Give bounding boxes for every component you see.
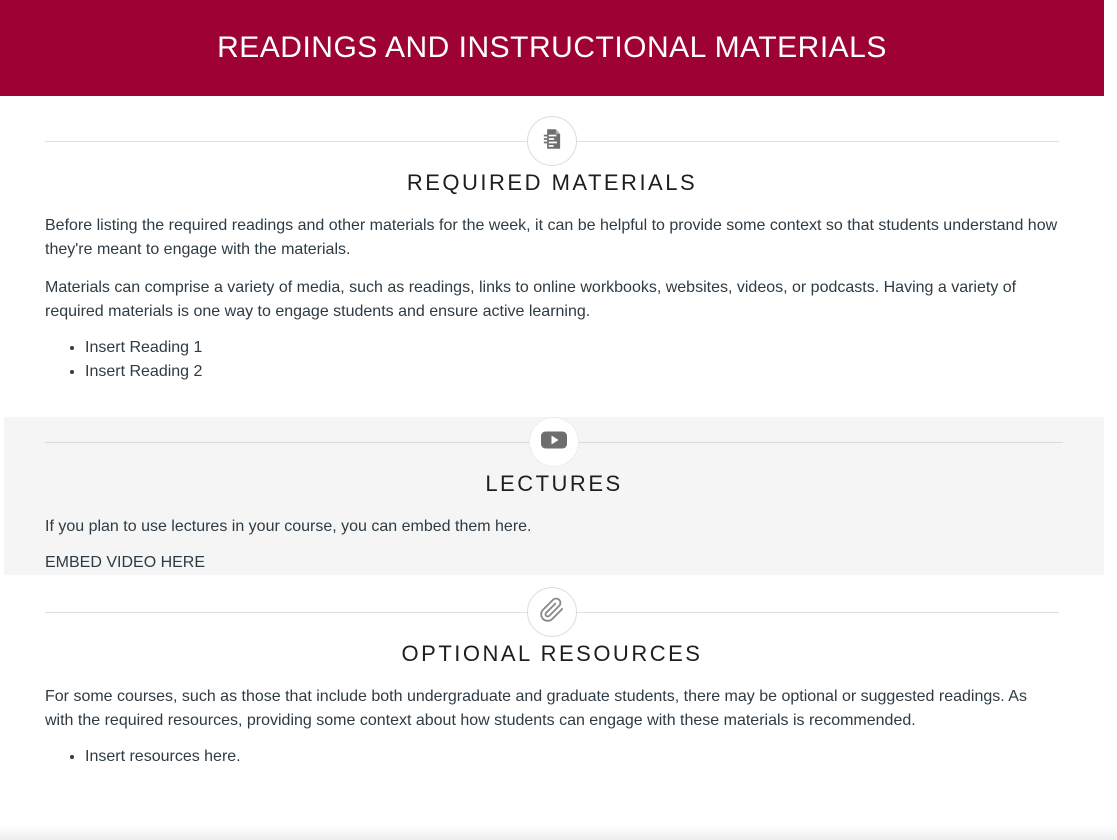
page-banner bbox=[0, 0, 1104, 96]
section-divider bbox=[45, 417, 1063, 467]
section-heading: OPTIONAL RESOURCES bbox=[401, 641, 703, 666]
paragraph: If you plan to use lectures in your course, you can embed them here. bbox=[45, 518, 532, 535]
resource-list bbox=[45, 745, 1059, 769]
document-icon bbox=[539, 126, 565, 157]
paragraph: Materials can comprise a variety of media, such as readings, links to online workbooks, websites, videos, or podcasts. Having a variety of required materials is one way to engage students and ensure active learning. bbox=[45, 279, 1017, 320]
section-heading: LECTURES bbox=[485, 471, 623, 496]
section-heading: REQUIRED MATERIALS bbox=[406, 170, 698, 195]
youtube-play-icon bbox=[540, 426, 568, 459]
list-item: • Insert Reading 1 bbox=[85, 336, 1059, 360]
section-icon-circle bbox=[527, 116, 577, 166]
section-icon-circle bbox=[529, 417, 579, 467]
next-section-edge bbox=[0, 826, 1117, 840]
list-item: • Insert resources here. bbox=[85, 745, 1059, 769]
reading-list bbox=[45, 336, 1059, 384]
paragraph: Before listing the required readings and other materials for the week, it can be helpful to provide some context so that students understand how they're meant to engage with the materials. bbox=[45, 217, 1058, 258]
paragraph: For some courses, such as those that include both undergraduate and graduate students, there may be optional or suggested readings. As with the required resources, providing some context about how students can engage with these materials is recommended. bbox=[45, 688, 1027, 729]
section-divider bbox=[45, 587, 1059, 637]
list-item: • Insert Reading 2 bbox=[85, 360, 1059, 384]
section-lectures bbox=[4, 417, 1104, 575]
section-divider bbox=[45, 116, 1059, 166]
embed-video-placeholder: EMBED VIDEO HERE bbox=[45, 554, 206, 571]
paperclip-icon bbox=[539, 597, 565, 628]
page-title: READINGS AND INSTRUCTIONAL MATERIALS bbox=[217, 31, 887, 64]
section-icon-circle bbox=[527, 587, 577, 637]
section-optional-resources bbox=[0, 587, 1104, 769]
section-required-materials bbox=[0, 116, 1104, 405]
